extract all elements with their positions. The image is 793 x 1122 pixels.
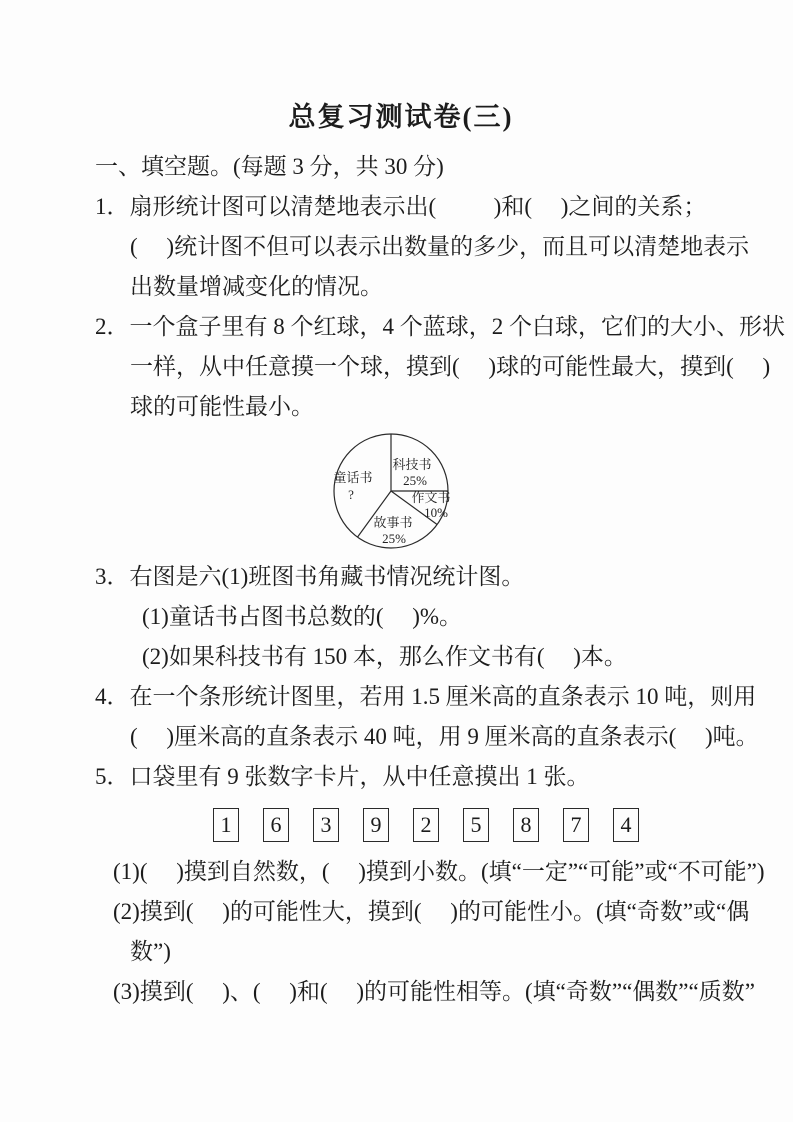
question-line: 出数量增减变化的情况。 [130,274,383,299]
number-card [263,808,289,842]
number-cards-row [120,797,732,852]
card-value: 8 [520,811,532,837]
question-line: 1．扇形统计图可以清楚地表示出( )和( )之间的关系； [95,194,707,219]
pie-chart-figure [95,427,707,557]
question-line: 5．口袋里有 9 张数字卡片，从中任意摸出 1 张。 [95,764,590,789]
question-line: (1)童话书占图书总数的( )%。 [142,604,463,629]
question-4 [95,677,759,757]
question-line: 2．一个盒子里有 8 个红球，4 个蓝球，2 个白球，它们的大小、形状 [95,314,785,339]
pie-chart [319,427,484,557]
pie-slice-value-gushishu: 25% [381,531,406,546]
question-line: 3．右图是六(1)班图书角藏书情况统计图。 [95,564,525,589]
card-value: 5 [470,811,482,837]
number-card [213,808,239,842]
document-body [95,101,785,1012]
question-line: ( )统计图不但可以表示出数量的多少，而且可以清楚地表示 [130,234,750,259]
card-value: 2 [420,811,432,837]
number-card [413,808,439,842]
number-card [463,808,489,842]
pie-slice-label-kejishu: 科技书 [391,457,432,472]
pie-slice-label-tonghuashu: 童话书 [332,470,373,485]
card-value: 6 [270,811,282,837]
question-line: (2)摸到( )的可能性大，摸到( )的可能性小。(填“奇数”或“偶 [113,899,750,924]
question-line: 数”) [130,939,171,964]
page-title: 总复习测试卷(三) [288,102,514,132]
pie-slice-value-tonghuashu: ? [347,487,354,502]
pie-slice-value-zuowenshu: 10% [423,505,448,520]
question-line: (3)摸到( )、( )和( )的可能性相等。(填“奇数”“偶数”“质数” [113,979,755,1004]
pie-slice-value-kejishu: 25% [402,473,427,488]
question-line: 球的可能性最小。 [130,394,314,419]
question-5 [95,757,765,1012]
question-line: (2)如果科技书有 150 本，那么作文书有( )本。 [142,644,627,669]
pie-slice-label-gushishu: 故事书 [372,515,413,530]
pie-slice-label-zuowenshu: 作文书 [410,490,451,505]
question-line: (1)( )摸到自然数，( )摸到小数。(填“一定”“可能”或“不可能”) [113,859,765,884]
card-value: 4 [620,811,632,837]
question-line: 一样，从中任意摸一个球，摸到( )球的可能性最大，摸到( ) [130,354,771,379]
question-2 [95,307,785,427]
question-1 [95,187,750,307]
number-card [613,808,639,842]
question-3 [95,557,707,677]
question-line: ( )厘米高的直条表示 40 吨，用 9 厘米高的直条表示( )吨。 [130,724,759,749]
section-header: 一、填空题。(每题 3 分，共 30 分) [95,154,444,179]
number-card [513,808,539,842]
card-value: 1 [220,811,232,837]
question-line: 4．在一个条形统计图里，若用 1.5 厘米高的直条表示 10 吨，则用 [95,684,757,709]
card-value: 3 [320,811,332,837]
number-card [563,808,589,842]
number-card [363,808,389,842]
card-value: 9 [370,811,382,837]
number-card [313,808,339,842]
card-value: 7 [570,811,582,837]
